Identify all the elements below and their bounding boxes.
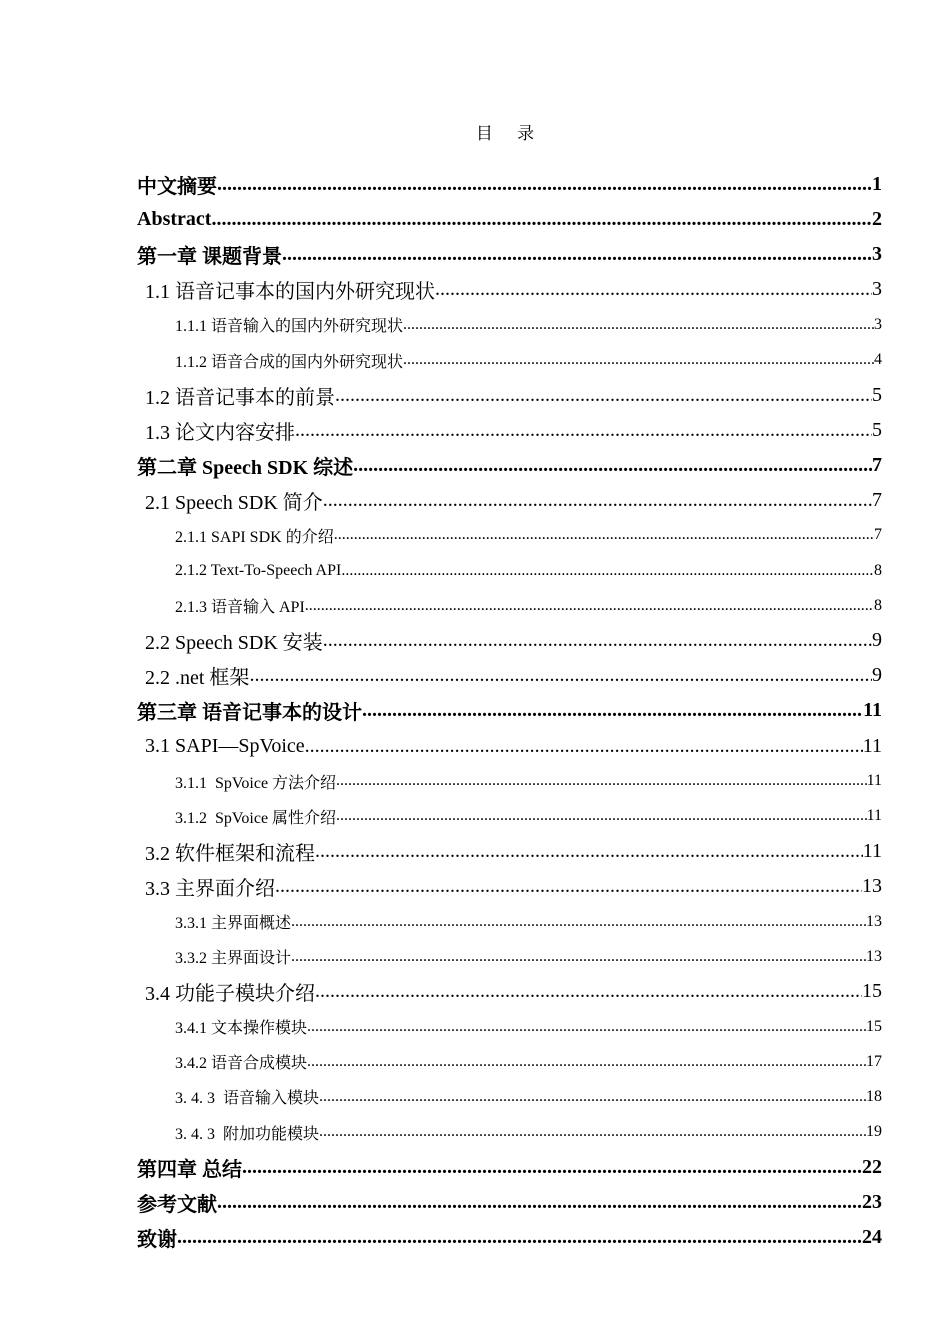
toc-leader-dots [319, 1123, 866, 1141]
toc-entry-text: 3.4.1 文本操作模块 [175, 1020, 308, 1038]
toc-entry-page: 11 [866, 807, 882, 825]
toc-entry[interactable] [137, 553, 882, 588]
toc-entry[interactable] [137, 729, 882, 764]
toc-entry[interactable] [137, 483, 882, 518]
toc-entry-text: 3.4 功能子模块介绍 [145, 983, 315, 1006]
toc-leader-dots [315, 840, 863, 863]
toc-entry[interactable] [137, 834, 882, 869]
toc-entry[interactable] [137, 1185, 882, 1220]
toc-entry-text: 2.1 Speech SDK 简介 [145, 491, 323, 514]
toc-entry-text: 1.1 语音记事本的国内外研究现状 [145, 281, 435, 304]
toc-entry[interactable] [137, 904, 882, 939]
toc-entry-page: 18 [866, 1087, 882, 1105]
toc-leader-dots [362, 699, 863, 722]
toc-entry-page: 1 [872, 173, 882, 196]
toc-entry[interactable] [137, 588, 882, 623]
toc-leader-dots [275, 875, 862, 898]
toc-entry-page: 8 [874, 561, 882, 579]
toc-leader-dots [291, 948, 866, 966]
toc-entry[interactable] [137, 413, 882, 448]
toc-entry-page: 23 [862, 1190, 882, 1213]
toc-entry-page: 11 [862, 734, 882, 757]
toc-entry-page: 13 [866, 912, 882, 930]
toc-entry-page: 3 [874, 315, 882, 333]
toc-entry[interactable] [137, 518, 882, 553]
toc-leader-dots [336, 772, 867, 790]
toc-leader-dots [217, 173, 872, 196]
toc-entry-page: 22 [862, 1155, 882, 1178]
toc-entry-text: 2.1.3 语音输入 API [175, 599, 305, 617]
toc-entry[interactable] [137, 448, 882, 483]
toc-entry[interactable] [137, 799, 882, 834]
toc-entry-page: 3 [872, 243, 882, 266]
toc-entry-text: 3.1.1 SpVoice 方法介绍 [175, 774, 337, 792]
toc-entry-text: 第二章 Speech SDK 综述 [137, 456, 354, 479]
toc-leader-dots [323, 489, 872, 512]
toc-leader-dots [305, 597, 874, 615]
toc-entry[interactable] [137, 237, 882, 272]
toc-entry-page: 11 [862, 839, 882, 862]
toc-entry-page: 13 [866, 947, 882, 965]
toc-leader-dots [249, 664, 872, 687]
toc-leader-dots [217, 1191, 862, 1214]
toc-entry-page: 3 [872, 278, 882, 301]
toc-entry-text: 第四章 总结 [137, 1158, 242, 1181]
toc-leader-dots [177, 1226, 862, 1249]
toc-entry-text: 2.1.2 Text-To-Speech API [175, 561, 342, 579]
toc-entry-text: 3.3.1 主界面概述 [175, 915, 292, 933]
toc-entry-text: 致谢 [137, 1228, 177, 1251]
toc-entry-page: 11 [863, 699, 882, 722]
toc-entry-page: 7 [874, 526, 882, 544]
toc-entry-text: 3.2 软件框架和流程 [145, 842, 315, 865]
toc-entry-page: 24 [862, 1225, 882, 1248]
toc-entry[interactable] [137, 1079, 882, 1114]
toc-entry[interactable] [137, 1220, 882, 1255]
toc-entry[interactable] [137, 378, 882, 413]
toc-entry-page: 2 [872, 208, 882, 231]
toc-entry-page: 15 [862, 980, 882, 1003]
toc-entry-page: 7 [872, 488, 882, 511]
toc-entry-text: 1.3 论文内容安排 [145, 421, 295, 444]
toc-leader-dots [335, 384, 872, 407]
toc-list [137, 167, 882, 1255]
toc-entry-page: 7 [872, 453, 882, 476]
toc-leader-dots [403, 351, 874, 369]
toc-entry-text: 3. 4. 3 附加功能模块 [175, 1125, 320, 1143]
toc-leader-dots [341, 562, 874, 580]
toc-entry-text: 第三章 语音记事本的设计 [137, 702, 362, 725]
toc-entry[interactable] [137, 693, 882, 728]
toc-leader-dots [305, 735, 863, 758]
toc-leader-dots [336, 807, 867, 825]
toc-entry-page: 5 [872, 418, 882, 441]
toc-title: 目 录 [475, 124, 545, 143]
toc-entry-text: 1.2 语音记事本的前景 [145, 386, 335, 409]
toc-leader-dots [403, 316, 874, 334]
toc-entry-text: 3.3.2 主界面设计 [175, 950, 292, 968]
toc-entry-text: 3. 4. 3 语音输入模块 [175, 1090, 320, 1108]
toc-entry[interactable] [137, 342, 882, 377]
toc-entry-text: Abstract [137, 208, 212, 231]
toc-entry-text: 3.1.2 SpVoice 属性介绍 [175, 809, 337, 827]
toc-entry-page: 19 [866, 1123, 882, 1141]
toc-entry[interactable] [137, 869, 882, 904]
toc-entry-text: 2.1.1 SAPI SDK 的介绍 [175, 528, 334, 546]
toc-entry[interactable] [137, 623, 882, 658]
toc-entry-text: 参考文献 [137, 1193, 217, 1216]
toc-entry-page: 8 [874, 596, 882, 614]
toc-leader-dots [323, 629, 872, 652]
toc-entry[interactable] [137, 202, 882, 237]
toc-leader-dots [307, 1053, 866, 1071]
toc-entry-page: 4 [874, 351, 882, 369]
toc-entry[interactable] [137, 1150, 882, 1185]
toc-entry[interactable] [137, 272, 882, 307]
toc-leader-dots [353, 454, 872, 477]
toc-entry-text: 3.1 SAPI—SpVoice [145, 734, 305, 757]
toc-entry[interactable] [137, 167, 882, 202]
toc-leader-dots [319, 1088, 866, 1106]
toc-entry[interactable] [137, 1044, 882, 1079]
toc-entry-text: 1.1.1 语音输入的国内外研究现状 [175, 318, 404, 336]
toc-entry-page: 11 [866, 772, 882, 790]
toc-entry[interactable] [137, 658, 882, 693]
toc-entry-text: 2.2 Speech SDK 安装 [145, 632, 323, 655]
toc-entry[interactable] [137, 307, 882, 342]
toc-entry-text: 3.4.2 语音合成模块 [175, 1055, 308, 1073]
toc-entry-page: 9 [872, 664, 882, 687]
toc-leader-dots [282, 243, 872, 266]
toc-entry-text: 3.3 主界面介绍 [145, 877, 275, 900]
toc-entry[interactable] [137, 1115, 882, 1150]
toc-entry-text: 第一章 课题背景 [137, 246, 282, 269]
toc-entry-text: 中文摘要 [137, 176, 217, 199]
toc-entry-page: 15 [866, 1017, 882, 1035]
toc-leader-dots [291, 913, 866, 931]
toc-entry[interactable] [137, 974, 882, 1009]
toc-entry[interactable] [137, 1009, 882, 1044]
toc-leader-dots [307, 1018, 866, 1036]
toc-leader-dots [435, 278, 872, 301]
toc-leader-dots [242, 1156, 862, 1179]
toc-leader-dots [211, 208, 872, 231]
toc-leader-dots [295, 419, 872, 442]
toc-entry-text: 1.1.2 语音合成的国内外研究现状 [175, 353, 404, 371]
toc-entry-page: 5 [872, 383, 882, 406]
toc-entry[interactable] [137, 764, 882, 799]
toc-entry-page: 13 [862, 874, 882, 897]
toc-leader-dots [315, 980, 862, 1003]
toc-leader-dots [334, 526, 874, 544]
toc-entry-text: 2.2 .net 框架 [145, 667, 250, 690]
toc-entry-page: 17 [866, 1052, 882, 1070]
toc-entry[interactable] [137, 939, 882, 974]
toc-entry-page: 9 [872, 629, 882, 652]
